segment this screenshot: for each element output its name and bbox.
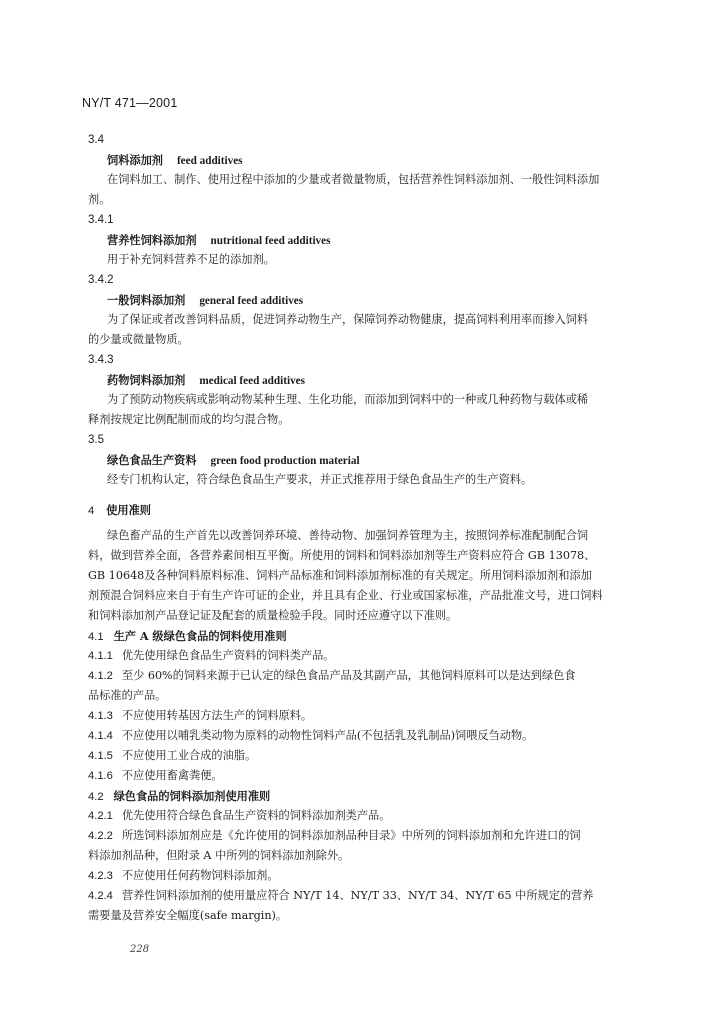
paragraph-line: 和饲料添加剂产品登记证及配套的质量检验手段。同时还应遵守以下准则。 <box>88 609 458 622</box>
list-item <box>88 866 668 886</box>
item-number: 4.1.1 <box>88 650 113 662</box>
term-heading <box>88 370 668 390</box>
list-item <box>88 726 668 746</box>
section-title: 生产 A 级绿色食品的饲料使用准则 <box>113 629 287 643</box>
definition-line: 用于补充饲料营养不足的添加剂。 <box>107 253 275 266</box>
list-item <box>88 706 668 726</box>
term-english: nutritional feed additives <box>210 235 331 247</box>
item-number: 4.1.2 <box>88 670 113 682</box>
paragraph-line: 绿色畜产品的生产首先以改善饲养环境、善待动物、加强饲养管理为主，按照饲养标准配制配合饲 <box>107 529 589 542</box>
paragraph-line: 料，做到营养全面，各营养素间相互平衡。所使用的饲料和饲料添加剂等生产资料应符合 GB 13078、 <box>88 549 596 562</box>
paragraph-line: GB 10648及各种饲料原料标准、饲料产品标准和饲料添加剂标准的有关规定。所用饲料添加剂和添加 <box>88 569 592 582</box>
item-number: 4.2.2 <box>88 830 113 842</box>
item-text: 优先使用绿色食品生产资料的饲料类产品。 <box>121 649 335 662</box>
definition-line: 经专门机构认定，符合绿色食品生产要求，并正式推荐用于绿色食品生产的生产资料。 <box>107 473 533 486</box>
list-item <box>88 886 668 906</box>
chapter-title: 使用准则 <box>106 503 151 517</box>
item-number: 4.2.4 <box>88 890 113 902</box>
clause-number: 3.4.3 <box>88 354 114 366</box>
item-number: 4.1.4 <box>88 730 113 742</box>
item-text: 营养性饲料添加剂的使用量应符合 NY/T 14、NY/T 33、NY/T 34、NY/T 65 中所规定的营养 <box>121 889 594 902</box>
item-number: 4.2.3 <box>88 870 113 882</box>
section-number: 4.2 <box>88 791 104 803</box>
term-english: general feed additives <box>199 295 304 307</box>
item-text: 至少 60%的饲料来源于已认定的绿色食品产品及其副产品，其他饲料原料可以是达到绿色食 <box>121 669 576 682</box>
term-chinese: 药物饲料添加剂 <box>107 373 186 387</box>
document-body <box>88 130 668 926</box>
item-number: 4.2.1 <box>88 810 113 822</box>
section-number: 4.1 <box>88 631 104 643</box>
term-heading <box>88 450 668 470</box>
item-number: 4.1.5 <box>88 750 113 762</box>
definition-line: 释剂按规定比例配制而成的均匀混合物。 <box>88 413 290 426</box>
item-text: 所选饲料添加剂应是《允许使用的饲料添加剂品种目录》中所列的饲料添加剂和允许进口的饲 <box>121 829 581 842</box>
definition-line: 剂。 <box>88 193 111 206</box>
term-heading <box>88 230 668 250</box>
term-chinese: 绿色食品生产资料 <box>107 453 197 467</box>
term-heading <box>88 150 668 170</box>
item-text: 不应使用任何药物饲料添加剂。 <box>121 869 279 882</box>
item-continuation: 需要量及营养安全幅度(safe margin)。 <box>88 909 288 922</box>
term-chinese: 饲料添加剂 <box>107 153 163 167</box>
item-text: 不应使用畜禽粪便。 <box>121 769 223 782</box>
list-item <box>88 746 668 766</box>
standard-code-header: NY/T 471—2001 <box>82 96 178 110</box>
item-continuation: 品标准的产品。 <box>88 689 167 702</box>
list-item <box>88 666 668 686</box>
clause-number: 3.4.1 <box>88 214 114 226</box>
section-title: 绿色食品的饲料添加剂使用准则 <box>113 789 271 803</box>
item-text: 优先使用符合绿色食品生产资料的饲料添加剂类产品。 <box>121 809 391 822</box>
list-item <box>88 646 668 666</box>
item-number: 4.1.6 <box>88 770 113 782</box>
clause-number: 3.4 <box>88 134 104 146</box>
definition-line: 在饲料加工、制作、使用过程中添加的少量或者微量物质，包括营养性饲料添加剂、一般性饲料添加 <box>107 173 600 186</box>
definition-line: 为了保证或者改善饲料品质，促进饲养动物生产，保障饲养动物健康，提高饲料利用率而掺入饲料 <box>107 313 589 326</box>
clause-number: 3.4.2 <box>88 274 114 286</box>
item-number: 4.1.3 <box>88 710 113 722</box>
item-text: 不应使用转基因方法生产的饲料原料。 <box>121 709 313 722</box>
list-item <box>88 766 668 786</box>
item-text: 不应使用工业合成的油脂。 <box>121 749 257 762</box>
paragraph-line: 剂预混合饲料应来自于有生产许可证的企业，并且具有企业、行业或国家标准，产品批准文号，进口饲料 <box>88 589 603 602</box>
section-heading <box>88 786 668 806</box>
term-english: medical feed additives <box>199 375 305 387</box>
definition-line: 为了预防动物疾病或影响动物某种生理、生化功能，而添加到饲料中的一种或几种药物与载体或稀 <box>107 393 589 406</box>
term-english: green food production material <box>210 455 360 467</box>
chapter-heading <box>88 500 668 520</box>
clause-number: 3.5 <box>88 434 104 446</box>
chapter-number: 4 <box>88 505 95 517</box>
term-chinese: 一般饲料添加剂 <box>107 293 186 307</box>
list-item <box>88 826 668 846</box>
definition-line: 的少量或微量物质。 <box>88 333 189 346</box>
item-continuation: 料添加剂品种，但附录 A 中所列的饲料添加剂除外。 <box>88 849 350 862</box>
term-chinese: 营养性饲料添加剂 <box>107 233 197 247</box>
term-heading <box>88 290 668 310</box>
item-text: 不应使用以哺乳类动物为原料的动物性饲料产品(不包括乳及乳制品)饲喂反刍动物。 <box>121 729 534 742</box>
section-heading <box>88 626 668 646</box>
page-number: 228 <box>130 944 150 955</box>
term-english: feed additives <box>176 155 243 167</box>
list-item <box>88 806 668 826</box>
